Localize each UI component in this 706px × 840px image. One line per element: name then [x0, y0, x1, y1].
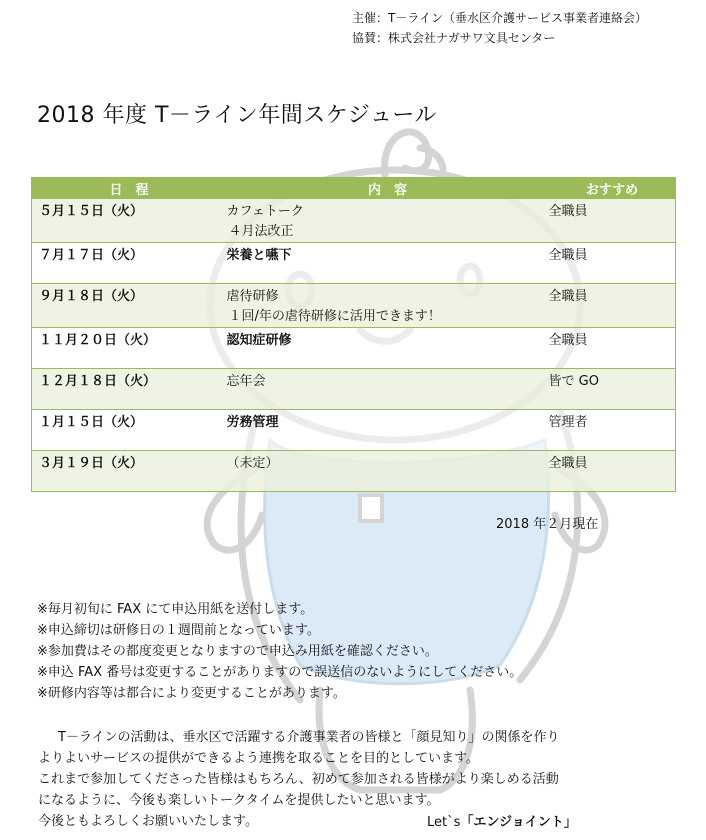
- event-title: 労務管理: [226, 415, 279, 430]
- table-row: [32, 369, 676, 410]
- signoff: [427, 811, 577, 830]
- event-audience: 皆で GO: [548, 374, 599, 389]
- paragraph-line: T－ラインの活動は、垂水区で活躍する介護事業者の皆様と「顔見知り」の関係を作り: [58, 730, 560, 745]
- event-note: １回/年の虐待研修に活用できます！: [228, 309, 441, 324]
- event-title: 栄養と嚥下: [226, 248, 292, 263]
- header-date: 日 程: [32, 178, 227, 199]
- event-title: 忘年会: [226, 374, 266, 389]
- event-date: ５月１５日（火）: [39, 204, 144, 219]
- event-audience: 全職員: [548, 456, 588, 471]
- header-recommend: おすすめ: [549, 178, 676, 199]
- note-item: ※研修内容等は都合により変更することがあります。: [37, 686, 346, 701]
- event-title: 認知症研修: [226, 333, 292, 348]
- schedule-header-row: [32, 178, 676, 199]
- event-date: ７月１７日（火）: [39, 248, 144, 263]
- table-row: [32, 243, 676, 284]
- note-item: ※参加費はその都度変更となりますので申込み用紙を確認ください。: [37, 644, 438, 659]
- event-title: （未定）: [226, 456, 279, 471]
- notes-list: [37, 599, 522, 704]
- event-title: カフェトーク: [226, 204, 304, 219]
- event-audience: 管理者: [548, 415, 588, 430]
- event-audience: 全職員: [548, 248, 588, 263]
- table-row: [32, 284, 676, 328]
- page-title: 2018 年度 T－ライン年間スケジュール: [37, 103, 437, 128]
- table-row: [32, 328, 676, 369]
- event-audience: 全職員: [548, 204, 588, 219]
- schedule-table: [31, 177, 676, 492]
- table-row: [32, 451, 676, 492]
- event-audience: 全職員: [548, 289, 588, 304]
- event-date: １２月１８日（火）: [39, 374, 157, 389]
- paragraph-line: になるように、今後も楽しいトークタイムを提供したいと思います。: [38, 793, 440, 808]
- header-content: 内 容: [227, 178, 549, 199]
- event-date: ３月１９日（火）: [39, 456, 144, 471]
- organizer-line: 主催：T－ライン（垂水区介護サービス事業者連絡会）: [352, 11, 647, 25]
- event-title: 虐待研修: [226, 289, 279, 304]
- event-date: ９月１８日（火）: [39, 289, 144, 304]
- event-date: １月１５日（火）: [39, 415, 144, 430]
- table-row: [32, 199, 676, 243]
- note-item: ※申込 FAX 番号は変更することがありますので誤送信のないようにしてください。: [37, 665, 523, 680]
- note-item: ※申込締切は研修日の１週間前となっています。: [37, 623, 320, 638]
- paragraph-line: よりよいサービスの提供ができるよう連携を取ることを目的としています。: [38, 751, 479, 766]
- cosponsor-line: 協賛：株式会社ナガサワ文具センター: [352, 31, 556, 45]
- table-row: [32, 410, 676, 451]
- signoff-prefix: Let`s: [427, 815, 461, 830]
- event-note: ４月法改正: [228, 224, 294, 239]
- header-organizers: [352, 8, 647, 48]
- signoff-slogan: 「エンジョイント」: [460, 815, 577, 830]
- paragraph-line: 今後ともよろしくお願いいたします。: [38, 814, 258, 829]
- note-item: ※毎月初旬に FAX にて申込用紙を送付します。: [37, 602, 314, 617]
- event-date: １１月２０日（火）: [39, 333, 157, 348]
- event-audience: 全職員: [548, 333, 588, 348]
- as-of-date: 2018 年２月現在: [496, 517, 599, 532]
- paragraph-line: これまで参加してくださった皆様はもちろん、初めて参加される皆様がより楽しめる活動: [38, 772, 559, 787]
